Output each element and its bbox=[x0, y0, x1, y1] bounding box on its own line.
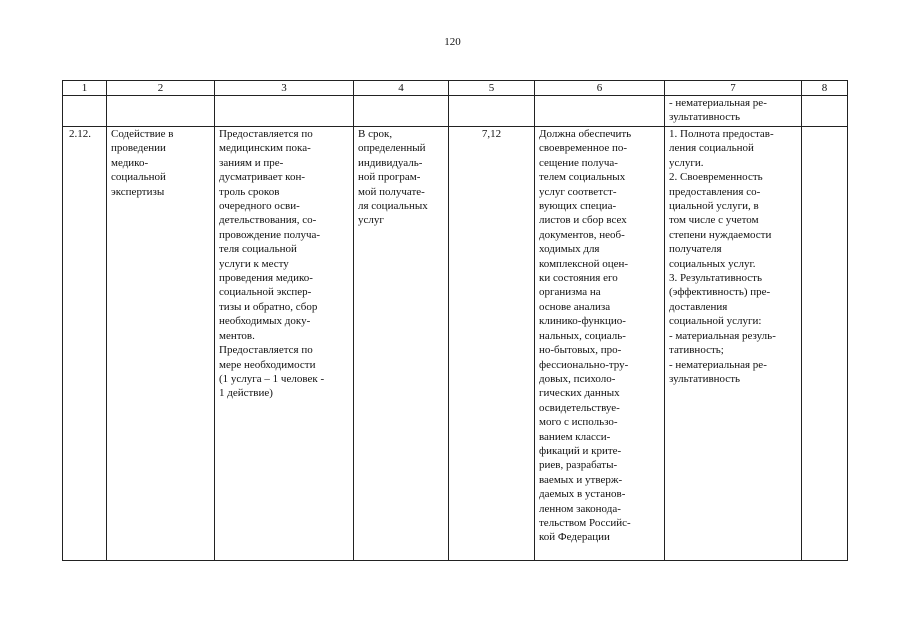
text-line: проведения медико- bbox=[219, 272, 313, 285]
text-line: листов и сбор всех bbox=[539, 214, 627, 227]
text-line: ки состояния его bbox=[539, 272, 618, 285]
text-line: необходимых доку- bbox=[219, 315, 311, 328]
text-line: ходимых для bbox=[539, 243, 600, 256]
continuation-indicators-cell bbox=[665, 96, 802, 127]
text-line: доставления bbox=[669, 300, 728, 313]
text-line: ментов. bbox=[219, 329, 255, 342]
text-line: услуги к месту bbox=[219, 257, 289, 270]
empty-cell bbox=[449, 96, 535, 127]
page-number: 120 bbox=[444, 36, 461, 48]
text-line: 1 действие) bbox=[219, 387, 273, 400]
text-line: ленном законода- bbox=[539, 502, 621, 515]
text-line: степени нуждаемости bbox=[669, 228, 772, 241]
header-cell-8: 8 bbox=[802, 81, 848, 96]
text-line: очередного осви- bbox=[219, 200, 300, 213]
empty-cell bbox=[63, 96, 107, 127]
text-line: теля социальной bbox=[219, 243, 297, 256]
text-line: медико- bbox=[111, 156, 149, 169]
text-line: дусматривает кон- bbox=[219, 171, 305, 184]
text-line: предоставления со- bbox=[669, 185, 761, 198]
text-line: 3. Результативность bbox=[669, 272, 763, 285]
text-line: мере необходимости bbox=[219, 358, 316, 371]
empty-cell bbox=[354, 96, 449, 127]
text-line: социальной bbox=[111, 171, 166, 184]
text-line: тельством Российс- bbox=[539, 516, 631, 529]
text-line: Предоставляется по bbox=[219, 344, 313, 357]
text-line: 1. Полнота предостав- bbox=[669, 128, 774, 140]
text-line: организма на bbox=[539, 286, 601, 299]
header-cell-7: 7 bbox=[665, 81, 802, 96]
text-line: фессионально-тру- bbox=[539, 358, 629, 371]
text-line: Содействие в bbox=[111, 128, 174, 140]
text-line: - нематериальная ре- bbox=[669, 358, 767, 371]
empty-cell bbox=[535, 96, 665, 127]
text-line: Должна обеспечить bbox=[539, 128, 632, 140]
empty-cell bbox=[107, 96, 215, 127]
text-line: даемых в установ- bbox=[539, 488, 626, 501]
empty-cell bbox=[802, 96, 848, 127]
empty-cell bbox=[215, 96, 354, 127]
text-line: том числе с учетом bbox=[669, 214, 759, 227]
text-line: фикаций и крите- bbox=[539, 444, 622, 457]
header-cell-1: 1 bbox=[63, 81, 107, 96]
text-line: 2. Своевременность bbox=[669, 171, 763, 184]
table-row-2-12 bbox=[63, 127, 848, 561]
text-line: заниям и пре- bbox=[219, 156, 284, 169]
text-line: своевременное по- bbox=[539, 142, 628, 155]
text-line: троль сроков bbox=[219, 185, 280, 198]
header-row bbox=[63, 81, 848, 96]
text-line: телем социальных bbox=[539, 171, 626, 184]
text-line: ной програм- bbox=[358, 171, 421, 184]
text-line: зультативность bbox=[669, 111, 741, 124]
service-term-cell bbox=[354, 127, 449, 561]
text-line: (эффективность) пре- bbox=[669, 286, 771, 299]
row-number-cell: 2.12. bbox=[63, 127, 107, 561]
text-line: клинико-функцио- bbox=[539, 315, 626, 328]
text-line: зультативность bbox=[669, 372, 741, 385]
text-line: социальной услуги: bbox=[669, 315, 762, 328]
text-line: детельствования, со- bbox=[219, 214, 317, 227]
text-line: медицинским пока- bbox=[219, 142, 311, 155]
text-line: документов, необ- bbox=[539, 228, 625, 241]
text-line: мой получате- bbox=[358, 185, 425, 198]
text-line: кой Федерации bbox=[539, 531, 610, 544]
text-line: провождение получа- bbox=[219, 228, 321, 241]
text-line: - нематериальная ре- bbox=[669, 97, 767, 109]
table-row-continuation bbox=[63, 96, 848, 127]
service-indicators-cell bbox=[665, 127, 802, 561]
text-line: основе анализа bbox=[539, 300, 611, 313]
text-line: проведении bbox=[111, 142, 166, 155]
services-table bbox=[62, 80, 848, 561]
text-line: определенный bbox=[358, 142, 426, 155]
text-line: ваемых и утверж- bbox=[539, 473, 623, 486]
text-line: циальной услуги, в bbox=[669, 200, 759, 213]
text-line: услуги. bbox=[669, 156, 704, 169]
header-cell-4: 4 bbox=[354, 81, 449, 96]
text-line: экспертизы bbox=[111, 185, 165, 198]
text-line: вующих специа- bbox=[539, 200, 617, 213]
text-line: освидетельствуе- bbox=[539, 401, 620, 414]
text-line: мого с использо- bbox=[539, 416, 618, 429]
text-line: услуг соответст- bbox=[539, 185, 617, 198]
text-line: ванием класси- bbox=[539, 430, 611, 443]
text-line: Предоставляется по bbox=[219, 128, 313, 140]
text-line: довых, психоло- bbox=[539, 372, 616, 385]
text-line: нальных, социаль- bbox=[539, 329, 626, 342]
text-line: В срок, bbox=[358, 128, 393, 140]
text-line: тизы и обратно, сбор bbox=[219, 300, 318, 313]
header-cell-3: 3 bbox=[215, 81, 354, 96]
header-cell-5: 5 bbox=[449, 81, 535, 96]
service-rate-cell: 7,12 bbox=[449, 127, 535, 561]
header-cell-6: 6 bbox=[535, 81, 665, 96]
text-line: гических данных bbox=[539, 387, 620, 400]
text-line: тативность; bbox=[669, 344, 724, 357]
text-line: риев, разрабаты- bbox=[539, 459, 618, 472]
text-line: ля социальных bbox=[358, 200, 428, 213]
text-line: но-бытовых, про- bbox=[539, 344, 622, 357]
text-line: комплексной оцен- bbox=[539, 257, 629, 270]
service-name-cell bbox=[107, 127, 215, 561]
text-line: социальной экспер- bbox=[219, 286, 312, 299]
text-line: (1 услуга – 1 человек - bbox=[219, 372, 325, 385]
text-line: индивидуаль- bbox=[358, 156, 423, 169]
header-cell-2: 2 bbox=[107, 81, 215, 96]
text-line: сещение получа- bbox=[539, 156, 618, 169]
service-conditions-cell bbox=[535, 127, 665, 561]
text-line: получателя bbox=[669, 243, 722, 256]
text-line: - материальная резуль- bbox=[669, 329, 776, 342]
service-note-cell bbox=[802, 127, 848, 561]
text-line: социальных услуг. bbox=[669, 257, 756, 270]
text-line: услуг bbox=[358, 214, 384, 227]
service-description-cell bbox=[215, 127, 354, 561]
text-line: ления социальной bbox=[669, 142, 754, 155]
